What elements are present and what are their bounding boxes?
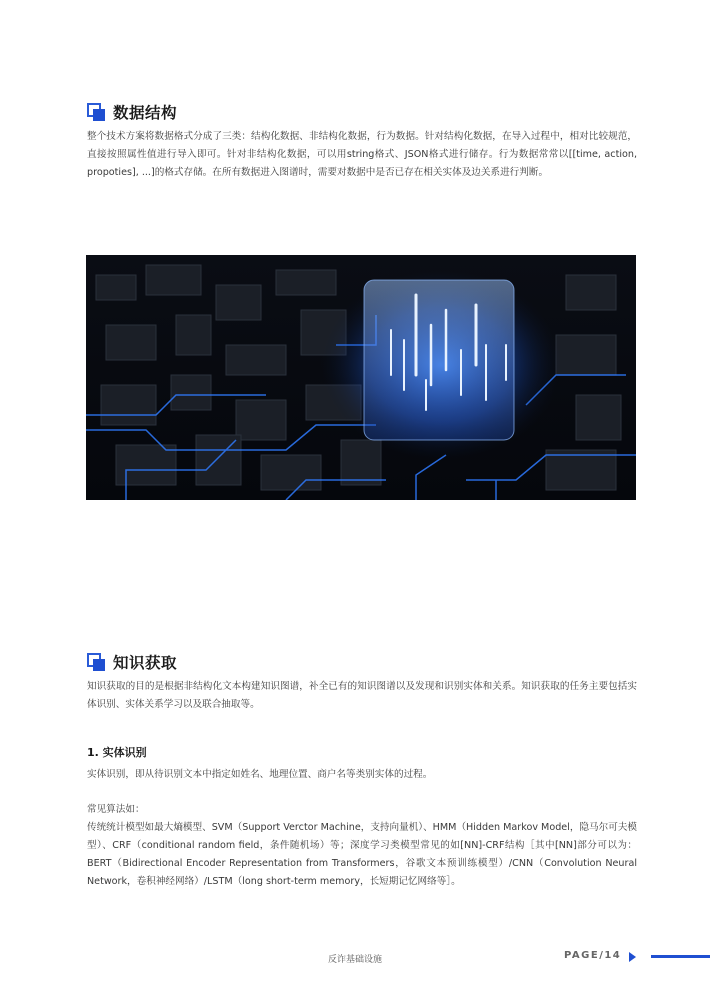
section-paragraph: 知识获取的目的是根据非结构化文本构建知识图谱，补全已有的知识图谱以及发现和识别实体和关系。知识获取的任务主要包括实体识别、实体关系学习以及联合抽取等。 (87, 681, 637, 710)
section-header-data-structure (87, 101, 177, 123)
algorithms-text: 传统统计模型如最大熵模型、SVM（Support Verctor Machine，支持向量机）、HMM（Hidden Markov Model，隐马尔可夫模型）、CRF（conditional random field，条件随机场）等；深度学习类模型常见的如[NN]-CRF结构［其中[NN]部分可以为：BERT（Bidirectional Encoder Representation from Transformers，谷歌文本预训练模型）/CNN（Convolution Neural Network，卷积神经网络）/LSTM（long short-term memory，长短期记忆网络等］。 (87, 822, 638, 887)
footer-accent-bar (651, 955, 710, 958)
square-bullet-icon (87, 103, 105, 121)
section-title: 数据结构 (113, 104, 178, 122)
algorithms-label: 常见算法如： (87, 804, 145, 815)
square-bullet-icon (87, 653, 105, 671)
footer-title: 反诈基础设施 (327, 955, 382, 965)
section-title: 知识获取 (113, 654, 178, 672)
section-header-knowledge-acquisition (87, 651, 177, 673)
play-arrow-icon (629, 952, 636, 962)
page-number: PAGE/14 (564, 950, 622, 961)
section-paragraph: 整个技术方案将数据格式分成了三类：结构化数据、非结构化数据，行为数据。针对结构化数据，在导入过程中，相对比较规范，直接按照属性值进行导入即可。针对非结构化数据，可以用string格式、JSON格式进行储存。行为数据常常以[[time, action, propoties], ...]的格式存储。在所有数据进入图谱时，需要对数据中是否已存在相关实体及边关系进行判断。 (87, 131, 637, 178)
entity-recognition-paragraph: 实体识别，即从待识别文本中指定如姓名、地理位置、商户名等类别实体的过程。 (87, 769, 433, 780)
subheading-entity-recognition: 1. 实体识别 (87, 746, 147, 759)
algorithms-paragraph (87, 801, 637, 891)
circuit-cube-image (86, 255, 636, 500)
